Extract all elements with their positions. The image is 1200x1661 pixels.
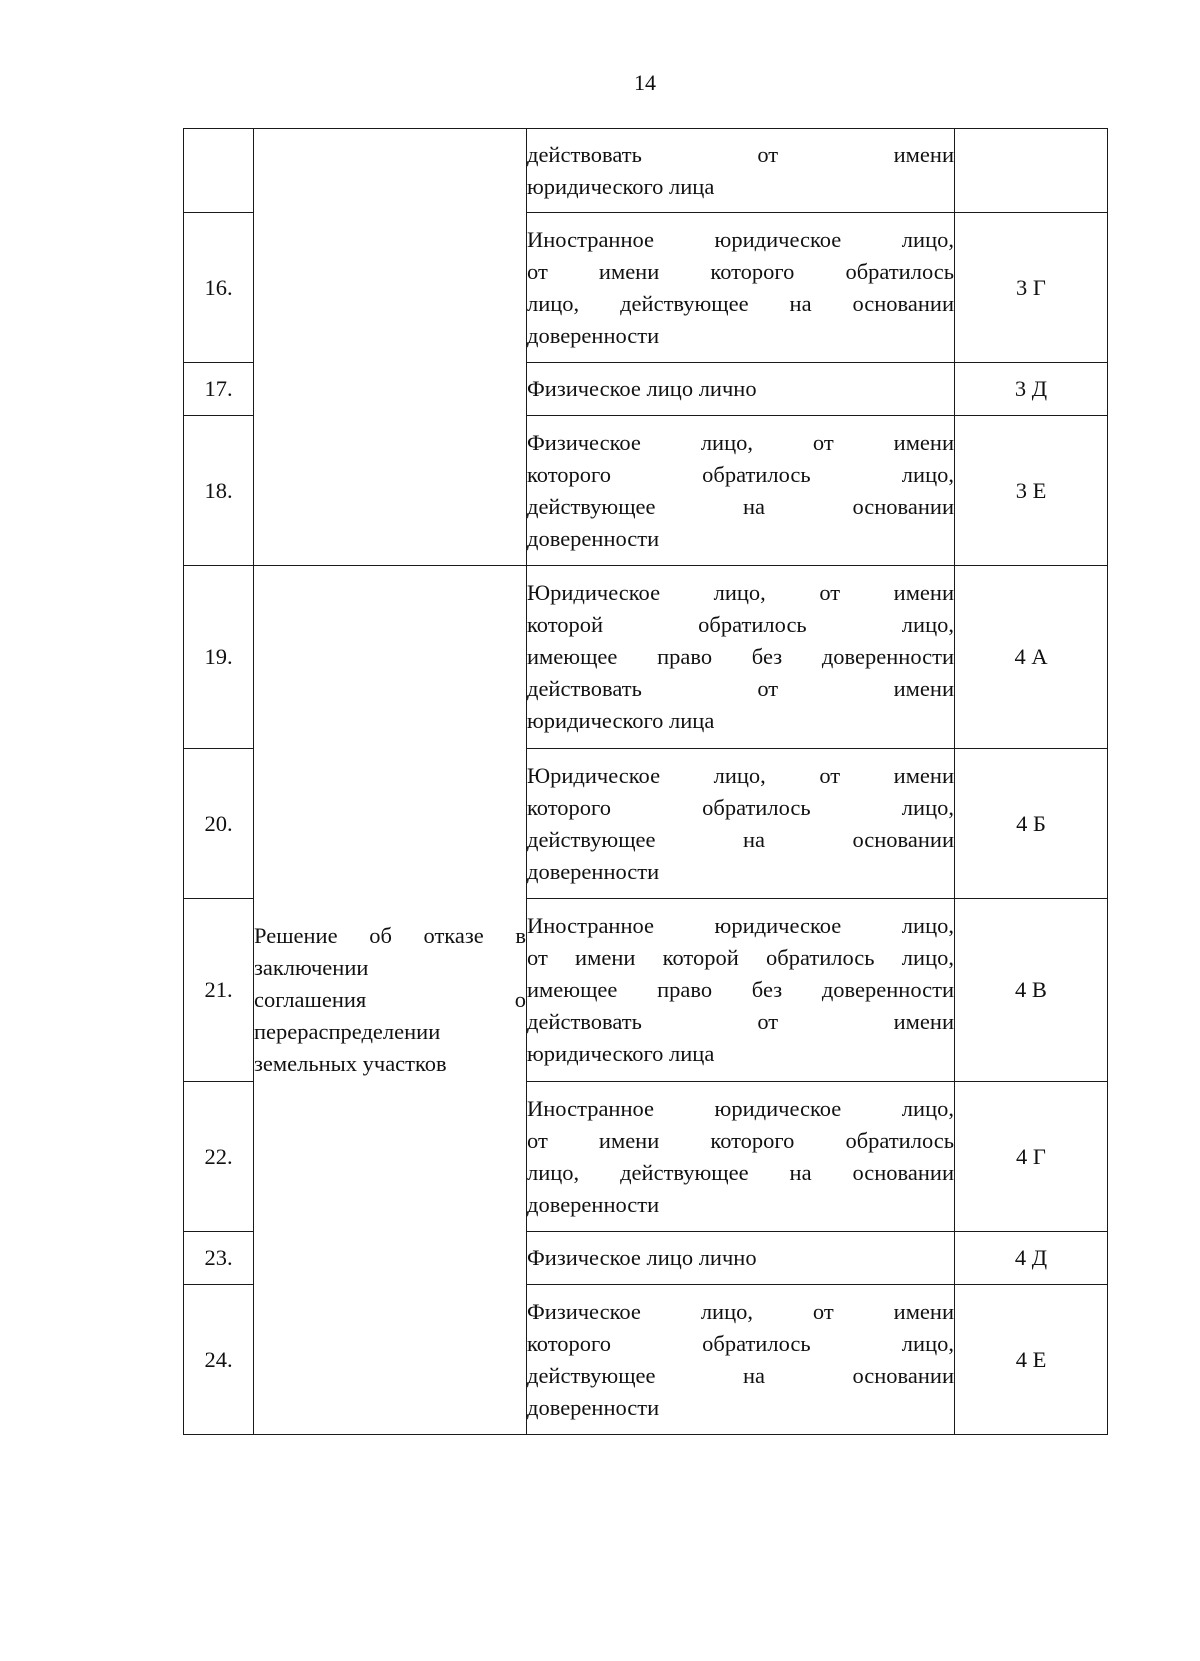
form-code: 4 А — [955, 566, 1108, 749]
form-code: 4 Г — [955, 1082, 1108, 1232]
applicant-line: Физическое лицо, от имени — [527, 429, 954, 455]
applicant-cell — [527, 566, 955, 749]
applicant-line: доверенности — [527, 322, 660, 348]
decision-cell-continued — [254, 129, 527, 566]
row-number: 19. — [184, 566, 254, 749]
services-table — [183, 128, 1108, 1435]
applicant-line: которого обратилось лицо, — [527, 461, 954, 487]
applicant-line: от имени которой обратилось лицо, — [527, 945, 954, 970]
applicant-line: действовать от имени — [527, 141, 954, 167]
applicant-line: Иностранное юридическое лицо, — [527, 913, 954, 938]
applicant-cell — [527, 1232, 955, 1285]
decision-line: Решение об отказе в — [254, 923, 526, 948]
row-number: 18. — [184, 416, 254, 566]
applicant-cell — [527, 129, 955, 213]
row-number: 16. — [184, 213, 254, 363]
decision-line: соглашения о — [254, 987, 526, 1012]
applicant-line: Юридическое лицо, от имени — [527, 580, 954, 605]
applicant-line: Юридическое лицо, от имени — [527, 762, 954, 788]
table-row — [184, 566, 1108, 749]
applicant-cell — [527, 1082, 955, 1232]
applicant-line: от имени которого обратилось — [527, 1127, 954, 1153]
form-code: 3 Е — [955, 416, 1108, 566]
applicant-line: Физическое лицо лично — [527, 376, 757, 401]
applicant-line: от имени которого обратилось — [527, 258, 954, 284]
applicant-line: имеющее право без доверенности — [527, 644, 954, 669]
form-code: 4 В — [955, 899, 1108, 1082]
applicant-line: доверенности — [527, 858, 660, 884]
applicant-line: Физическое лицо, от имени — [527, 1298, 954, 1324]
table-row — [184, 129, 1108, 213]
applicant-cell — [527, 899, 955, 1082]
applicant-cell — [527, 1285, 955, 1435]
page-number: 14 — [634, 70, 656, 95]
row-number: 23. — [184, 1232, 254, 1285]
applicant-line: доверенности — [527, 1191, 660, 1217]
form-code: 3 Г — [955, 213, 1108, 363]
applicant-line: действующее на основании — [527, 1362, 954, 1388]
applicant-line: доверенности — [527, 1394, 660, 1420]
decision-line: перераспределении — [254, 1019, 441, 1044]
row-number: 20. — [184, 749, 254, 899]
applicant-line: Физическое лицо лично — [527, 1245, 757, 1270]
form-code: 3 Д — [955, 363, 1108, 416]
applicant-line: действующее на основании — [527, 493, 954, 519]
form-code: 4 Б — [955, 749, 1108, 899]
applicant-line: которого обратилось лицо, — [527, 794, 954, 820]
applicant-line: юридического лица — [527, 173, 715, 199]
applicant-line: лицо, действующее на основании — [527, 290, 954, 316]
applicant-line: лицо, действующее на основании — [527, 1159, 954, 1185]
form-code: 4 Д — [955, 1232, 1108, 1285]
applicant-line: юридического лица — [527, 708, 715, 733]
applicant-line: имеющее право без доверенности — [527, 977, 954, 1002]
applicant-line: доверенности — [527, 525, 660, 551]
applicant-line: которой обратилось лицо, — [527, 612, 954, 637]
form-code — [955, 129, 1108, 213]
applicant-line: которого обратилось лицо, — [527, 1330, 954, 1356]
row-number — [184, 129, 254, 213]
decision-line: земельных участков — [254, 1051, 447, 1076]
applicant-cell — [527, 749, 955, 899]
applicant-line: действовать от имени — [527, 676, 954, 701]
applicant-cell — [527, 363, 955, 416]
applicant-line: юридического лица — [527, 1041, 715, 1066]
applicant-line: Иностранное юридическое лицо, — [527, 1095, 954, 1121]
applicant-line: действовать от имени — [527, 1009, 954, 1034]
decision-line: заключении — [254, 955, 369, 980]
applicant-cell — [527, 213, 955, 363]
form-code: 4 Е — [955, 1285, 1108, 1435]
applicant-line: Иностранное юридическое лицо, — [527, 226, 954, 252]
applicant-line: действующее на основании — [527, 826, 954, 852]
applicant-cell — [527, 416, 955, 566]
row-number: 22. — [184, 1082, 254, 1232]
row-number: 24. — [184, 1285, 254, 1435]
row-number: 17. — [184, 363, 254, 416]
row-number: 21. — [184, 899, 254, 1082]
decision-cell — [254, 566, 527, 1435]
